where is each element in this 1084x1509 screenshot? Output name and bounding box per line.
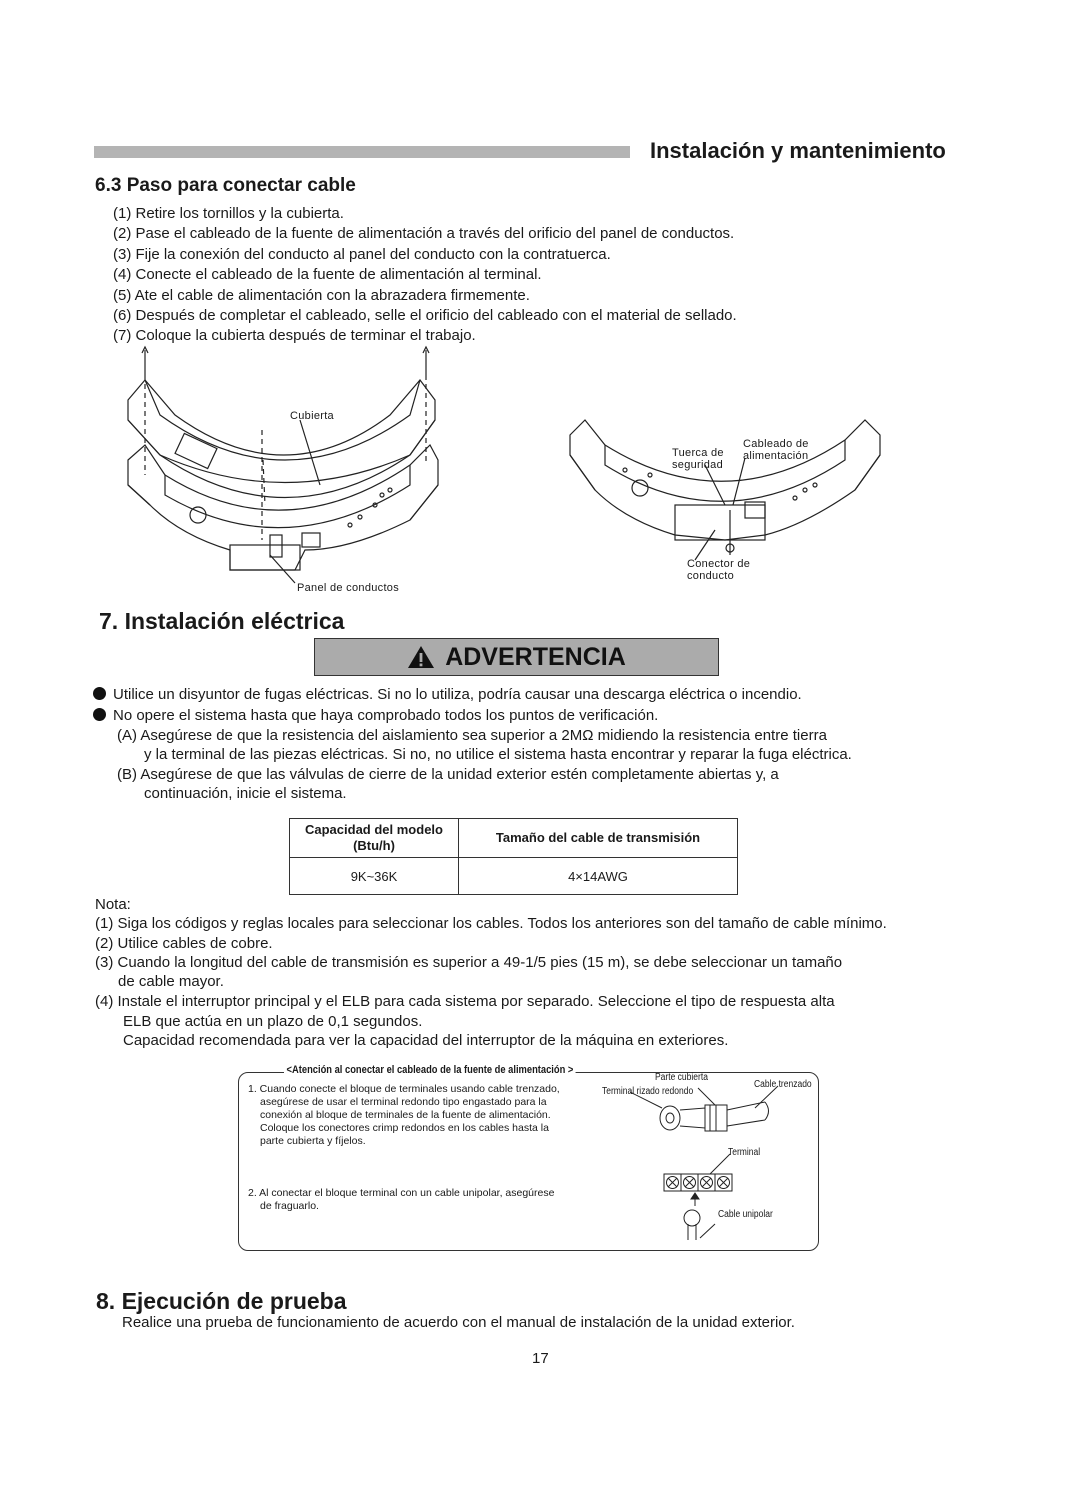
attention-item-2-line-1: 2. Al conectar el bloque terminal con un cable unipolar, asegúrese: [248, 1187, 555, 1199]
step-2: (2) Pase el cableado de la fuente de alimentación a través del orificio del panel de conductos.: [113, 225, 735, 242]
note-4-cont: ELB que actúa en un plazo de 0,1 segundos.: [123, 1013, 423, 1030]
step-4: (4) Conecte el cableado de la fuente de alimentación al terminal.: [113, 266, 542, 283]
step-6: (6) Después de completar el cableado, selle el orificio del cableado con el material de sellado.: [113, 307, 737, 324]
bullet-1: Utilice un disyuntor de fugas eléctricas. Si no lo utiliza, podría causar una descarga eléctrica o incendio.: [93, 686, 802, 704]
cable-size-table: [289, 818, 738, 895]
notes-title: Nota:: [95, 896, 131, 913]
label-lock-nut-1: Tuerca de: [672, 447, 724, 459]
wiring-connection-diagram: [565, 410, 885, 560]
bullet-icon: [93, 708, 106, 721]
note-4: (4) Instale el interruptor principal y el ELB para cada sistema por separado. Seleccione el tipo de respuesta alta: [95, 993, 835, 1010]
header-title: Instalación y mantenimiento: [650, 138, 946, 163]
table-cell-capacity: 9K~36K: [290, 858, 459, 895]
page-number: 17: [532, 1350, 549, 1367]
header-bar: [94, 146, 630, 158]
note-3-cont: de cable mayor.: [118, 973, 224, 990]
table-cell-size: 4×14AWG: [459, 858, 738, 895]
label-power-wiring-2: alimentación: [743, 450, 809, 462]
step-5: (5) Ate el cable de alimentación con la abrazadera firmemente.: [113, 287, 530, 304]
label-lock-nut-2: seguridad: [672, 459, 724, 471]
warning-text: ADVERTENCIA: [445, 642, 626, 671]
step-7: (7) Coloque la cubierta después de terminar el trabajo.: [113, 327, 476, 344]
warning-icon: [407, 645, 435, 669]
step-3: (3) Fije la conexión del conducto al panel del conducto con la contratuerca.: [113, 246, 611, 263]
sub-a-1: (A) Asegúrese de que la resistencia del aislamiento sea superior a 2MΩ midiendo la resistencia entre tierra: [117, 727, 827, 744]
label-terminal: Terminal: [728, 1147, 761, 1158]
label-power-wiring-1: Cableado de: [743, 438, 809, 450]
section-8-heading: 8. Ejecución de prueba: [96, 1288, 347, 1314]
section-8-text: Realice una prueba de funcionamiento de acuerdo con el manual de instalación de la unidad exterior.: [122, 1314, 795, 1331]
note-2: (2) Utilice cables de cobre.: [95, 935, 273, 952]
attention-item-1-line-4: Coloque los conectores crimp redondos en los cables hasta la: [260, 1122, 549, 1134]
label-single-wire: Cable unipolar: [718, 1209, 773, 1220]
attention-title: <Atención al conectar el cableado de la fuente de alimentación >: [284, 1064, 576, 1076]
step-1: (1) Retire los tornillos y la cubierta.: [113, 205, 344, 222]
bullet-icon: [93, 687, 106, 700]
attention-item-1-line-3: conexión al bloque de terminales de la fuente de alimentación.: [260, 1109, 551, 1121]
attention-item-1-line-5: parte cubierta y fíjelos.: [260, 1135, 366, 1147]
table-header-capacity: Capacidad del modelo (Btu/h): [290, 819, 459, 858]
warning-banner: [314, 638, 719, 676]
label-cover: Cubierta: [290, 410, 334, 422]
label-duct-panel: Panel de conductos: [297, 582, 400, 594]
attention-item-2-line-2: de fraguarlo.: [260, 1200, 319, 1212]
terminal-connection-diagram: [600, 1078, 815, 1248]
bullet-2: No opere el sistema hasta que haya comprobado todos los puntos de verificación.: [93, 707, 658, 725]
section-7-heading: 7. Instalación eléctrica: [99, 608, 345, 634]
section-6-3-heading: 6.3 Paso para conectar cable: [95, 175, 356, 196]
note-4-capacity: Capacidad recomendada para ver la capacidad del interruptor de la máquina en exteriores.: [123, 1032, 729, 1049]
sub-b-1: (B) Asegúrese de que las válvulas de cierre de la unidad exterior estén completamente abiertas y, a: [117, 766, 779, 783]
label-conduit-1: Conector de: [687, 558, 751, 570]
table-header-size: Tamaño del cable de transmisión: [459, 819, 738, 858]
sub-a-2: y la terminal de las piezas eléctricas. Si no, no utilice el sistema hasta encontrar y reparar la fuga eléctrica.: [144, 746, 852, 763]
attention-item-1-line-1: 1. Cuando conecte el bloque de terminales usando cable trenzado,: [248, 1083, 560, 1095]
note-1: (1) Siga los códigos y reglas locales para seleccionar los cables. Todos los anteriores son del tamaño de cable mínimo.: [95, 915, 887, 932]
sub-b-2: continuación, inicie el sistema.: [144, 785, 347, 802]
label-stranded-wire: Cable trenzado: [754, 1079, 812, 1090]
label-covered-part: Parte cubierta: [655, 1072, 708, 1083]
label-conduit-2: conducto: [687, 570, 735, 582]
label-round-terminal: Terminal rizado redondo: [602, 1086, 694, 1097]
attention-item-1-line-2: asegúrese de usar el terminal redondo tipo engastado para la: [260, 1096, 547, 1108]
note-3: (3) Cuando la longitud del cable de transmisión es superior a 49-1/5 pies (15 m), se debe seleccionar un tamaño: [95, 954, 843, 971]
cover-removal-diagram: [120, 345, 450, 590]
